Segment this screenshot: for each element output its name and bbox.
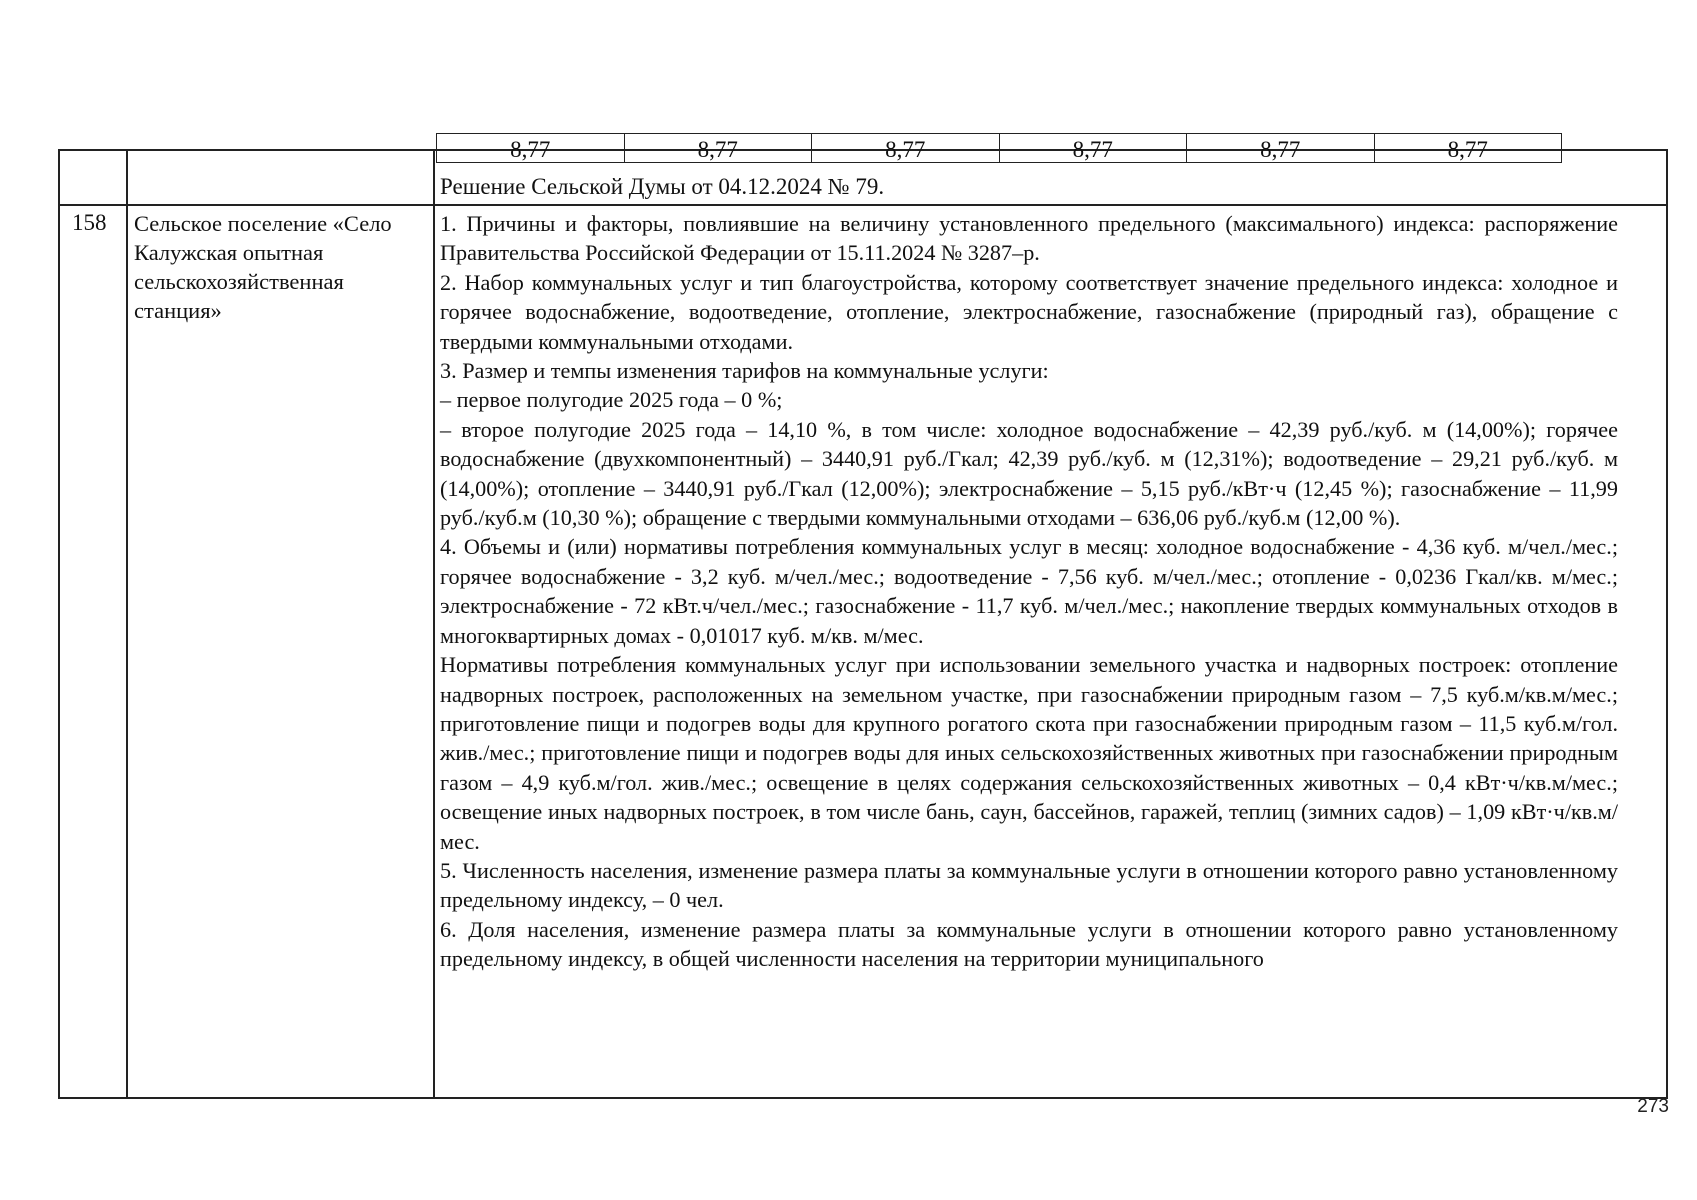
paragraph-tariffs-heading: 3. Размер и темпы изменения тарифов на коммунальные услуги: [440,358,1049,384]
index-value-cell: 8,77 [1447,137,1488,162]
row-content [440,209,1618,974]
paragraph-services-set: 2. Набор коммунальных услуг и тип благоустройства, которому соответствует значение предельного индекса: холодное и горячее водоснабжение, водоотведение, отопление, электроснабжение, газоснабжение (природный газ), обращение с твердыми коммунальными отходами. [440,269,1618,354]
index-values-table [436,133,1562,163]
decision-text: Решение Сельской Думы от 04.12.2024 № 79. [440,174,885,199]
paragraph-first-half: – первое полугодие 2025 года – 0 %; [440,387,783,413]
municipality-name: Сельское поселение «Село Калужская опытная сельскохозяйственная станция» [134,211,392,323]
row-number: 158 [72,210,107,235]
paragraph-consumption: 4. Объемы и (или) нормативы потребления коммунальных услуг в месяц: холодное водоснабжение - 4,36 куб. м/чел./мес.; горячее водоснабжение - 3,2 куб. м/чел./мес.; водоотведение - 7,56 куб. м/чел./мес.; отопление - 0,0236 Гкал/кв. м/мес.; электроснабжение - 72 кВт.ч/чел./мес.; газоснабжение - 11,7 куб. м/чел./мес.; накопление твердых коммунальных отходов в многоквартирных домах - 0,01017 куб. м/кв. м/мес. [440,534,1618,648]
index-value-cell: 8,77 [1000,134,1188,162]
tariff-table [58,137,1668,1099]
paragraph-population: 5. Численность населения, изменение размера платы за коммунальные услуги в отношении которого равно установленному предельному индексу, – 0 чел. [440,857,1618,913]
row-divider [60,204,1666,206]
paragraph-population-share: 6. Доля населения, изменение размера платы за коммунальные услуги в отношении которого равно установленному предельному индексу, в общей численности населения на территории муниципального [440,916,1618,972]
index-value-cell: 8,77 [812,134,1000,162]
col-divider-1 [126,151,128,1097]
paragraph-land-norms: Нормативы потребления коммунальных услуг при использовании земельного участка и надворных построек: отопление надворных построек, расположенных на земельном участке, при газоснабжении природным газом – 7,5 куб.м/кв.м/мес.; приготовление пищи и подогрев воды для крупного рогатого скота при газоснабжении природным газом – 11,5 куб.м/гол. жив./мес.; приготовление пищи и подогрев воды для иных сельскохозяйственных животных при газоснабжении природным газом – 4,9 куб.м/гол. жив./мес.; освещение в целях содержания сельскохозяйственных животных – 0,4 кВт·ч/кв.м/мес.; освещение иных надворных построек, в том числе бань, саун, бассейнов, гаражей, теплиц (зимних садов) – 1,09 кВт·ч/кв.м/мес. [440,652,1618,854]
index-value-cell: 8,77 [437,134,625,162]
paragraph-reasons: 1. Причины и факторы, повлиявшие на величину установленного предельного (максимального) индекса: распоряжение Правительства Российской Федерации от 15.11.2024 № 3287–р. [440,211,1618,266]
paragraph-second-half: – второе полугодие 2025 года – 14,10 %, в том числе: холодное водоснабжение – 42,39 руб./куб. м (14,00%); горячее водоснабжение (двухкомпонентный) – 3440,91 руб./Гкал; 42,39 руб./куб. м (12,31%); водоотведение – 29,21 руб./куб. м (14,00%); отопление – 3440,91 руб./Гкал (12,00%); электроснабжение – 5,15 руб./кВт·ч (12,45 %); газоснабжение – 11,99 руб./куб.м (10,30 %); обращение с твердыми коммунальными отходами – 636,06 руб./куб.м (12,00 %). [440,416,1618,531]
page-number: 273 [1637,1096,1669,1117]
index-value-cell: 8,77 [1187,134,1375,162]
index-value-cell: 8,77 [625,134,813,162]
col-divider-2 [433,151,435,1097]
